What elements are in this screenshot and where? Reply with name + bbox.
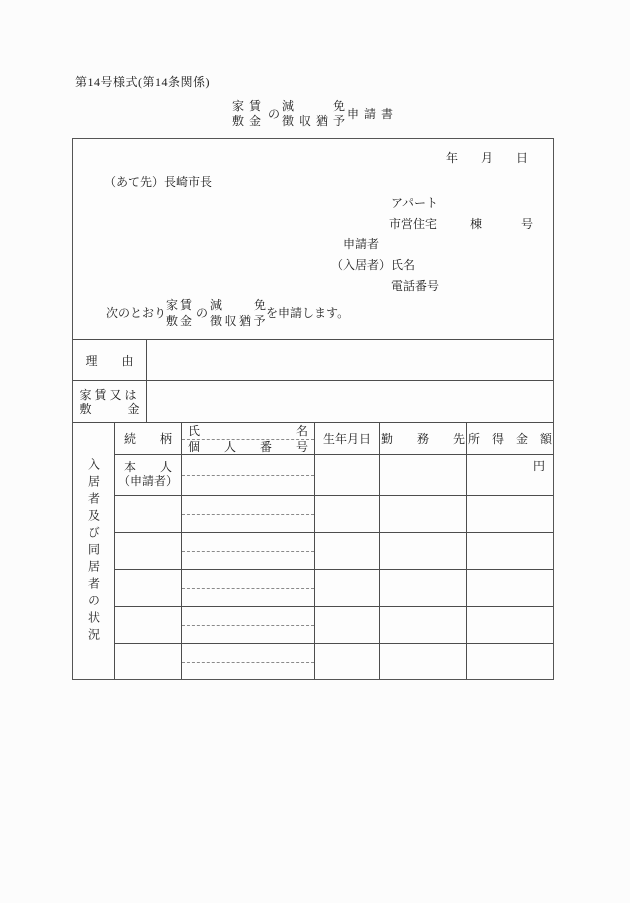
row6-birth-date-cell: [315, 644, 380, 679]
applicant-label: 申請者: [343, 237, 380, 251]
residents-grid: [115, 423, 553, 679]
statement-subject-stack: [166, 297, 194, 329]
row5-income-cell: [467, 607, 553, 644]
form-title: [0, 99, 630, 129]
header-personal-number: 個 人 番 号: [187, 440, 308, 454]
title-action-stack: [282, 99, 351, 129]
date-line: [446, 152, 528, 164]
reason-label-cell: [73, 340, 147, 381]
row2-personal-number-field: [182, 515, 314, 532]
row6-name-cell: [182, 644, 315, 679]
row3-workplace-cell: [380, 533, 467, 570]
row2-workplace-cell: [380, 496, 467, 533]
title-subject-stack: [232, 99, 266, 129]
yen-unit-label: 円: [532, 459, 545, 473]
row2-relationship-cell: [115, 496, 182, 533]
row4-name-field: [182, 570, 314, 589]
row1-relationship-cell: [115, 455, 182, 496]
reason-label: 理 由: [85, 353, 134, 368]
reason-row: [73, 339, 553, 381]
unit-number-label: 号: [521, 217, 534, 231]
form-body-box: [72, 138, 554, 680]
title-exemption: 免: [332, 99, 345, 113]
title-particle: の: [267, 107, 280, 121]
form-number: 第14号様式(第14条関係): [75, 75, 210, 89]
row1-workplace-cell: [380, 455, 467, 496]
row1-name-cell: [182, 455, 315, 496]
title-suffix: 申請書: [347, 107, 399, 121]
row4-birth-date-cell: [315, 570, 380, 607]
row3-income-cell: [467, 533, 553, 570]
header-name: 氏 名: [182, 423, 314, 440]
row5-name-cell: [182, 607, 315, 644]
month-label: 月: [481, 151, 494, 165]
residents-table: [73, 422, 553, 679]
row3-name-cell: [182, 533, 315, 570]
title-deferral: 徴収猶予: [282, 114, 351, 128]
year-label: 年: [446, 151, 459, 165]
header-income: 所 得 金 額: [467, 423, 553, 455]
statement-reduction: 減: [210, 297, 223, 312]
residents-side-label: 入居者及び同居者の状況: [86, 457, 101, 645]
row6-name-field: [182, 644, 314, 663]
row4-workplace-cell: [380, 570, 467, 607]
addressee: （あて先）長崎市長: [104, 175, 213, 189]
row3-name-field: [182, 533, 314, 552]
residents-side-label-cell: [73, 423, 115, 679]
row5-relationship-cell: [115, 607, 182, 644]
row5-birth-date-cell: [315, 607, 380, 644]
statement-deferral: 徴収猶予: [210, 313, 269, 328]
statement-prefix: 次のとおり: [106, 306, 167, 320]
row3-birth-date-cell: [315, 533, 380, 570]
statement-subject-rent: 家賃: [166, 298, 195, 312]
row1-birth-date-cell: [315, 455, 380, 496]
row2-name-cell: [182, 496, 315, 533]
title-subject-rent: 家賃: [231, 99, 266, 113]
municipal-housing-label: 市営住宅: [389, 217, 438, 231]
row4-name-cell: [182, 570, 315, 607]
resident-label: （入居者）: [331, 258, 392, 272]
row1-personal-number-field: [182, 476, 314, 495]
statement-particle: の: [196, 306, 209, 320]
apartment-label: アパート: [391, 196, 439, 210]
row6-income-cell: [467, 644, 553, 679]
row1-relationship-line1: 本 人: [123, 460, 172, 474]
row5-name-field: [182, 607, 314, 626]
row1-relationship-line2: （申請者）: [117, 474, 178, 488]
row4-personal-number-field: [182, 589, 314, 606]
reason-value-field: [147, 340, 553, 381]
header-birth-date: 生年月日: [315, 423, 380, 455]
name-label: 氏名: [391, 258, 416, 272]
header-name-personal-number: [182, 423, 315, 455]
phone-number-label: 電話番号: [391, 279, 440, 293]
row6-personal-number-field: [182, 663, 314, 680]
title-action-top: [282, 99, 345, 114]
row5-personal-number-field: [182, 626, 314, 643]
rent-value-field: [147, 381, 553, 423]
row2-birth-date-cell: [315, 496, 380, 533]
statement-action-stack: [210, 297, 269, 329]
rent-label-cell: [73, 381, 147, 423]
rent-label-line2: 敷 金: [79, 402, 140, 416]
rent-or-deposit-row: [73, 380, 553, 423]
statement-suffix: を申請します。: [266, 306, 350, 320]
row6-relationship-cell: [115, 644, 182, 679]
title-reduction: 減: [282, 99, 295, 113]
row4-relationship-cell: [115, 570, 182, 607]
title-subject-deposit: 敷金: [231, 114, 266, 128]
statement-subject-deposit: 敷金: [166, 314, 195, 328]
row5-workplace-cell: [380, 607, 467, 644]
row2-name-field: [182, 496, 314, 515]
row6-workplace-cell: [380, 644, 467, 679]
row1-name-field: [182, 455, 314, 476]
row3-relationship-cell: [115, 533, 182, 570]
statement-action-top: [210, 298, 266, 313]
row4-income-cell: [467, 570, 553, 607]
building-label: 棟: [470, 217, 483, 231]
application-statement: [106, 297, 349, 329]
day-label: 日: [516, 151, 529, 165]
statement-exemption: 免: [254, 297, 267, 312]
row1-income-cell: [467, 455, 553, 496]
row2-income-cell: [467, 496, 553, 533]
header-workplace: 勤 務 先: [380, 423, 467, 455]
row3-personal-number-field: [182, 552, 314, 569]
rent-label-line1: 家賃又は: [79, 388, 140, 402]
header-relationship: 続 柄: [115, 423, 182, 455]
